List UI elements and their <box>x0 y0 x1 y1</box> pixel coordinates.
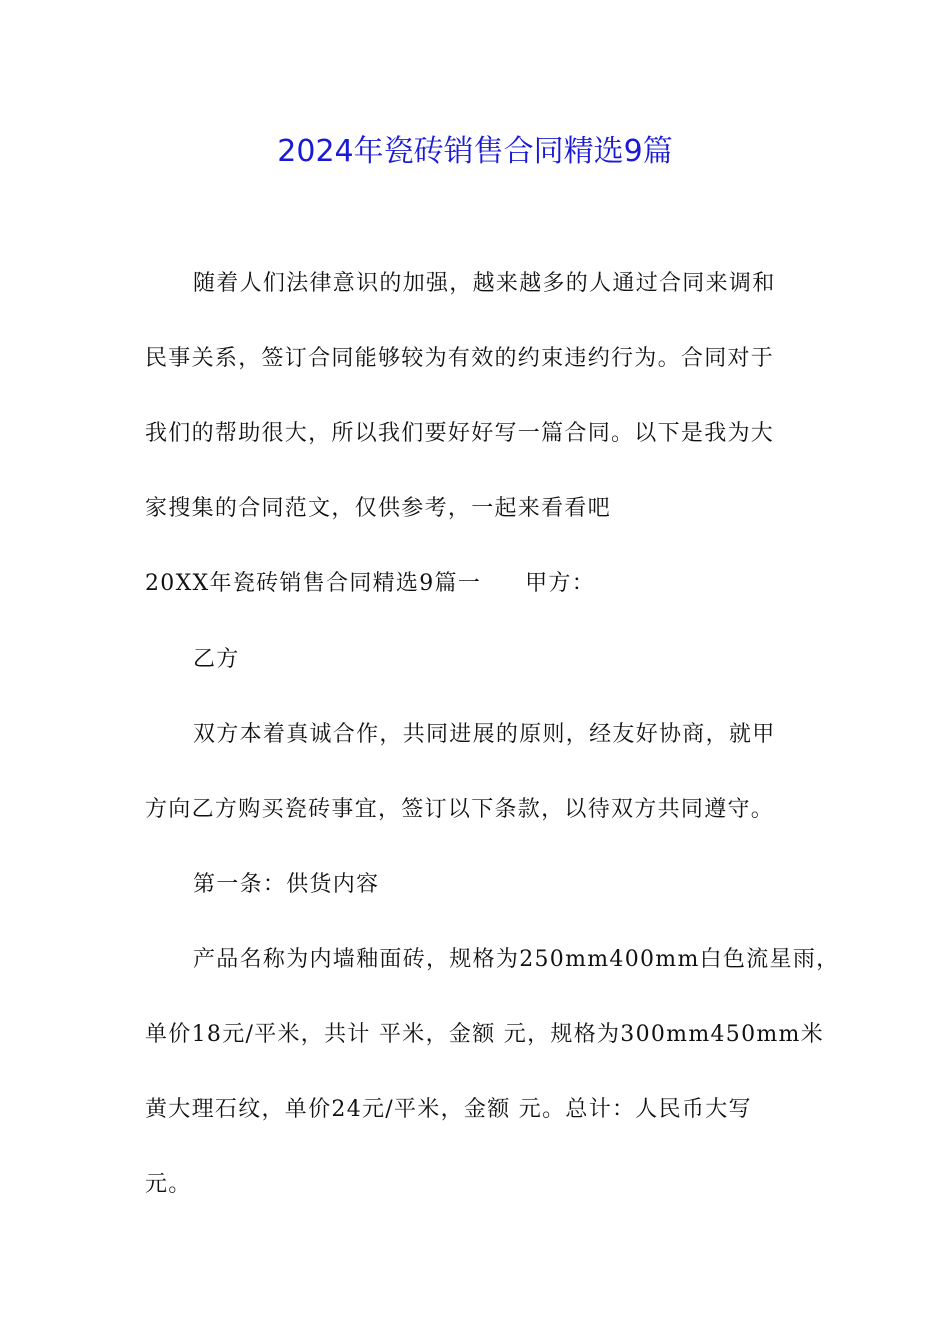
party-a-label: 甲方： <box>525 571 596 596</box>
paragraph-line: 产品名称为内墙釉面砖，规格为250mm400mm白色流星雨， <box>193 947 840 972</box>
document-title: 2024年瓷砖销售合同精选9篇 <box>277 134 673 169</box>
paragraph-line: 民事关系，签订合同能够较为有效的约束违约行为。合同对于 <box>145 346 775 371</box>
section-heading: 20XX年瓷砖销售合同精选9篇一 <box>145 571 482 596</box>
paragraph-line: 双方本着真诚合作，共同进展的原则，经友好协商，就甲 <box>193 722 776 747</box>
party-b-label: 乙方 <box>193 647 240 672</box>
paragraph-line: 随着人们法律意识的加强，越来越多的人通过合同来调和 <box>193 271 776 296</box>
paragraph-line: 黄大理石纹，单价24元/平米，金额 元。总计：人民币大写 <box>145 1097 752 1122</box>
clause-heading: 第一条：供货内容 <box>193 872 380 897</box>
section-heading-line <box>145 567 595 601</box>
paragraph-line: 单价18元/平米，共计 平米，金额 元，规格为300mm450mm米 <box>145 1022 825 1047</box>
paragraph-line: 元。 <box>145 1172 192 1197</box>
paragraph-line: 家搜集的合同范文，仅供参考，一起来看看吧 <box>145 496 612 521</box>
paragraph-line: 方向乙方购买瓷砖事宜，签订以下条款，以待双方共同遵守。 <box>145 797 775 822</box>
paragraph-line: 我们的帮助很大，所以我们要好好写一篇合同。以下是我为大 <box>145 421 775 446</box>
